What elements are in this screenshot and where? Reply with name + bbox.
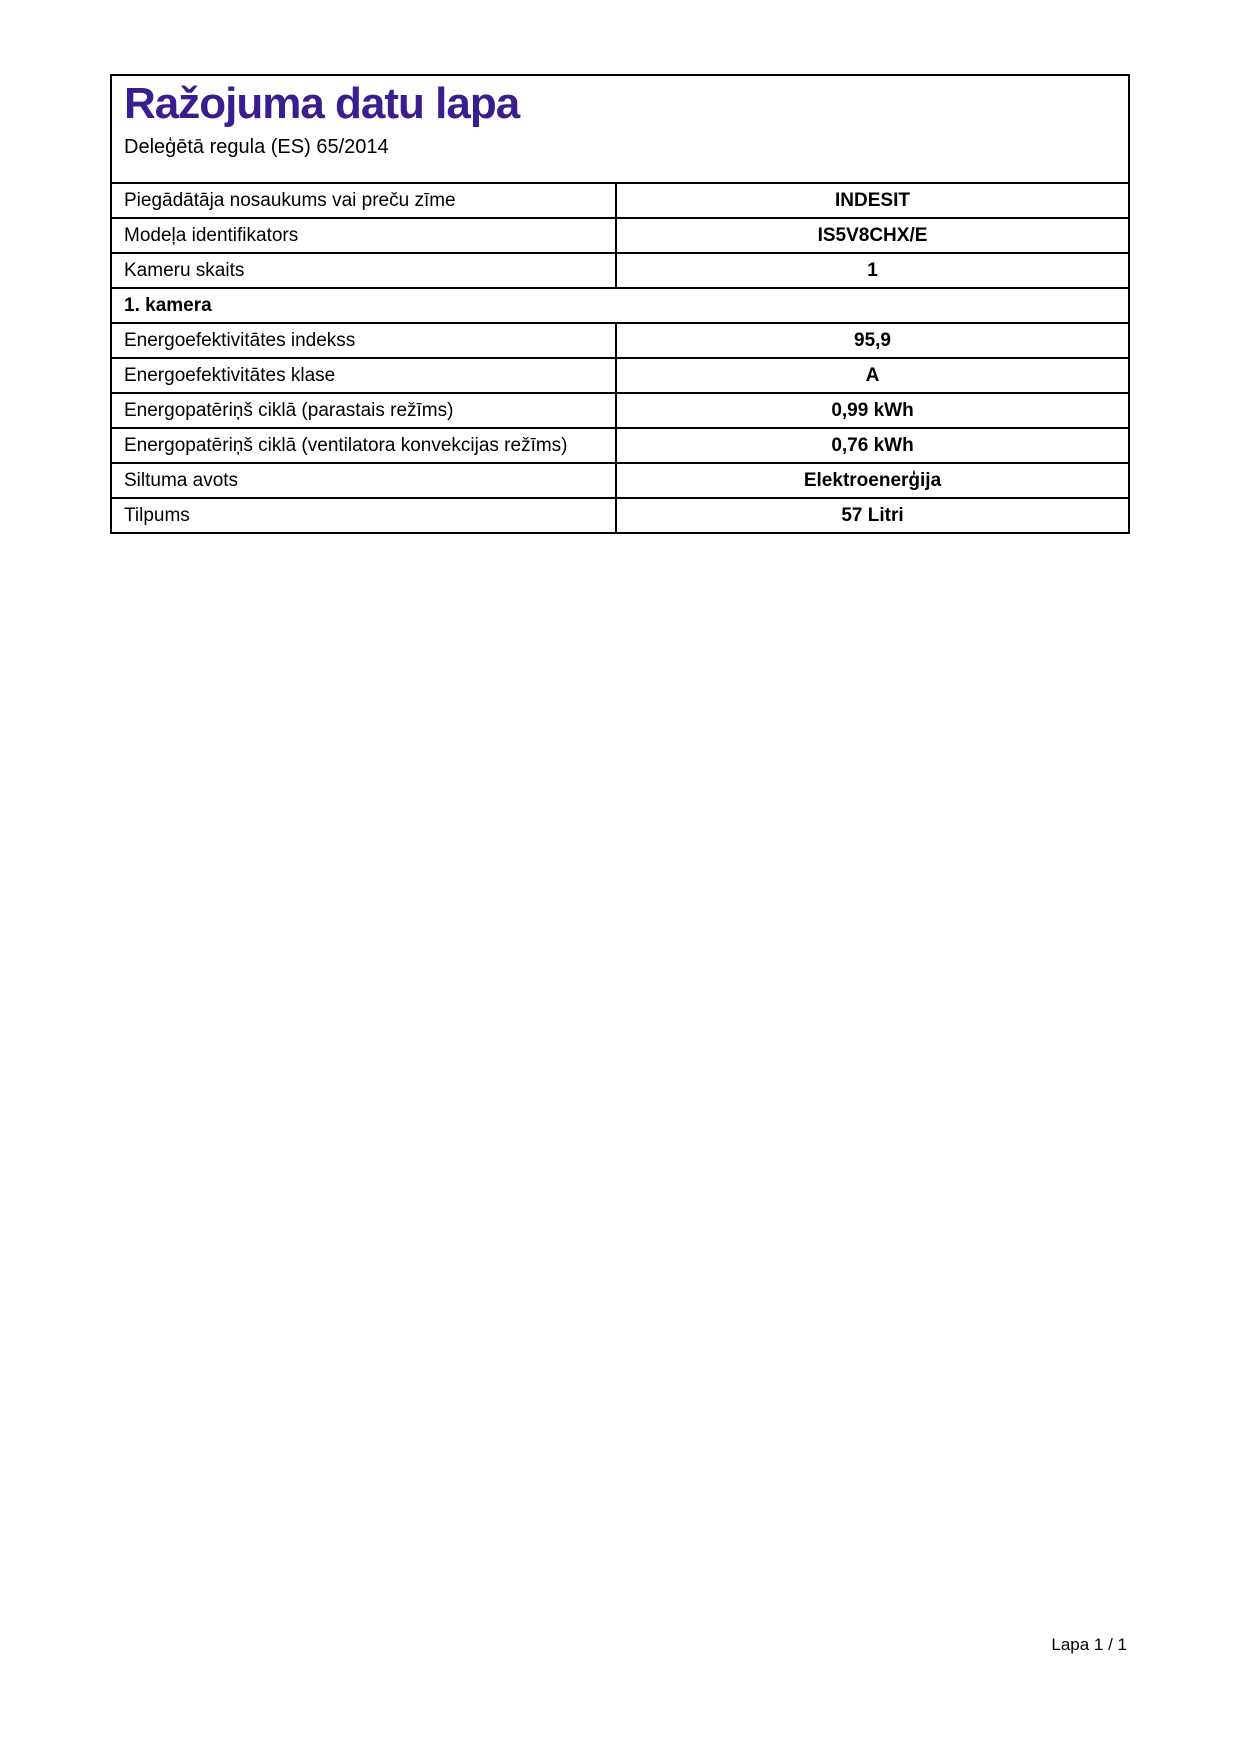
table-row-model xyxy=(112,219,1128,254)
row-label: Kameru skaits xyxy=(112,254,617,287)
regulation-subtitle: Deleģētā regula (ES) 65/2014 xyxy=(124,136,389,159)
row-value: Elektroenerģija xyxy=(803,469,942,491)
row-value: INDESIT xyxy=(835,189,910,211)
row-value: 95,9 xyxy=(854,329,891,351)
section-header-row xyxy=(112,289,1128,324)
row-value: 0,99 kWh xyxy=(831,399,914,421)
page-number: Lapa 1 / 1 xyxy=(1051,1635,1127,1654)
table-row-cavities xyxy=(112,254,1128,289)
page-title: Ražojuma datu lapa xyxy=(124,79,520,128)
product-data-sheet xyxy=(110,74,1130,534)
row-label: Energopatēriņš ciklā (parastais režīms) xyxy=(112,394,617,427)
table-row-supplier xyxy=(112,184,1128,219)
table-row-energy-class xyxy=(112,359,1128,394)
spec-table xyxy=(112,184,1128,532)
row-value: A xyxy=(865,364,880,386)
section-header-label: 1. kamera xyxy=(124,294,212,316)
row-value: 1 xyxy=(867,259,878,281)
row-value: 57 Litri xyxy=(841,504,904,526)
row-label: Energoefektivitātes indekss xyxy=(112,324,617,357)
row-label: Tilpums xyxy=(112,499,617,532)
row-value: IS5V8CHX/E xyxy=(817,224,928,246)
table-row-energy-index xyxy=(112,324,1128,359)
table-row-heat-source xyxy=(112,464,1128,499)
table-row-volume xyxy=(112,499,1128,532)
row-value: 0,76 kWh xyxy=(831,434,914,456)
row-label: Energoefektivitātes klase xyxy=(112,359,617,392)
row-label: Siltuma avots xyxy=(112,464,617,497)
row-label: Piegādātāja nosaukums vai preču zīme xyxy=(112,184,617,217)
row-label: Modeļa identifikators xyxy=(112,219,617,252)
table-row-consumption-fan xyxy=(112,429,1128,464)
title-block xyxy=(112,76,1128,184)
table-row-consumption-conventional xyxy=(112,394,1128,429)
row-label: Energopatēriņš ciklā (ventilatora konvekcijas režīms) xyxy=(112,429,617,462)
